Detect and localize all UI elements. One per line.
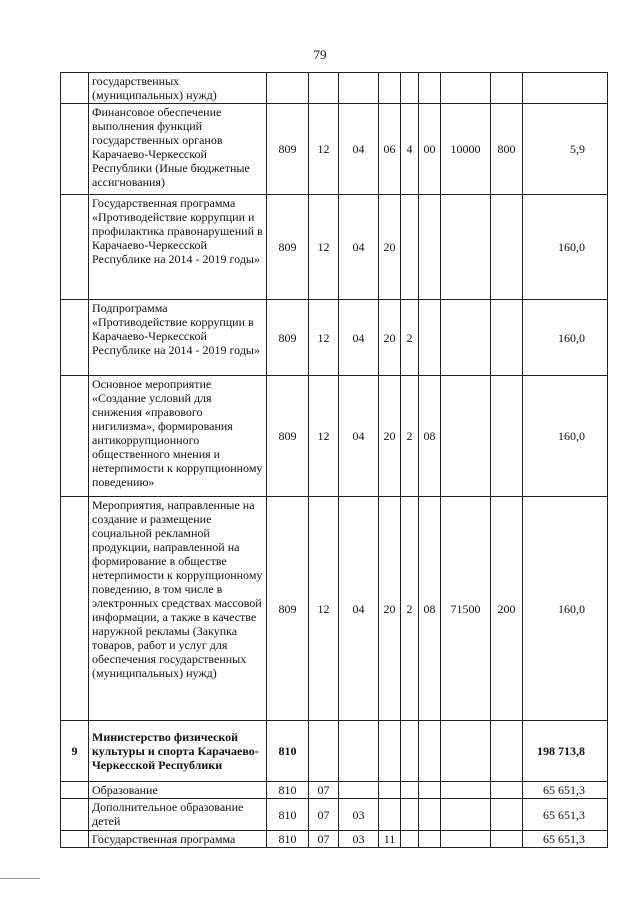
cell-pr: 04 [339, 497, 379, 721]
cell-cs4 [441, 73, 491, 104]
cell-vr [491, 831, 523, 848]
cell-cs3: 08 [419, 497, 441, 721]
cell-name: Основное мероприятие «Создание условий для снижения «правового нигилизма», формирования антикоррупционного общественного мнения и нетерпимости к коррупционному поведению» [89, 376, 267, 497]
cell-pr [339, 721, 379, 782]
cell-cs1: 06 [379, 104, 401, 195]
cell-name: Министерство физической культуры и спорта Карачаево-Черкесской Республики [89, 721, 267, 782]
cell-cs4 [441, 300, 491, 376]
cell-amount: 65 651,3 [523, 831, 608, 848]
cell-cs2 [401, 799, 419, 831]
cell-cs3: 00 [419, 104, 441, 195]
page-number: 79 [313, 47, 327, 62]
table-row [61, 831, 608, 848]
cell-cs1: 11 [379, 831, 401, 848]
cell-rz: 12 [309, 376, 339, 497]
table-row [61, 497, 608, 721]
cell-cs1 [379, 721, 401, 782]
cell-cs1: 20 [379, 376, 401, 497]
cell-cs2 [401, 195, 419, 300]
cell-num [61, 831, 89, 848]
cell-cs2 [401, 782, 419, 799]
cell-num [61, 104, 89, 195]
footer-rule [0, 878, 40, 879]
cell-vr [491, 300, 523, 376]
cell-name: Государственная программа «Противодействие коррупции и профилактика правонарушений в Карачаево-Черкесской Республике на 2014 - 2019 годы» [89, 195, 267, 300]
cell-cs1: 20 [379, 195, 401, 300]
cell-code: 810 [267, 831, 309, 848]
cell-cs4: 10000 [441, 104, 491, 195]
cell-cs1 [379, 782, 401, 799]
cell-code [267, 73, 309, 104]
cell-pr: 04 [339, 104, 379, 195]
cell-cs2: 4 [401, 104, 419, 195]
cell-vr [491, 799, 523, 831]
cell-amount: 160,0 [523, 497, 608, 721]
cell-pr: 03 [339, 831, 379, 848]
cell-vr [491, 782, 523, 799]
cell-code: 809 [267, 195, 309, 300]
cell-amount: 5,9 [523, 104, 608, 195]
cell-cs2 [401, 831, 419, 848]
cell-vr: 800 [491, 104, 523, 195]
cell-code: 809 [267, 497, 309, 721]
cell-cs1: 20 [379, 497, 401, 721]
cell-num [61, 300, 89, 376]
cell-rz: 12 [309, 497, 339, 721]
cell-name: Образование [89, 782, 267, 799]
cell-cs1 [379, 799, 401, 831]
table-row [61, 799, 608, 831]
cell-rz [309, 73, 339, 104]
cell-cs1 [379, 73, 401, 104]
cell-cs1: 20 [379, 300, 401, 376]
cell-rz: 07 [309, 831, 339, 848]
cell-cs4 [441, 195, 491, 300]
cell-pr: 04 [339, 195, 379, 300]
cell-name: Финансовое обеспечение выполнения функций государственных органов Карачаево-Черкесской Республики (Иные бюджетные ассигнования) [89, 104, 267, 195]
table-row [61, 376, 608, 497]
cell-num [61, 799, 89, 831]
cell-rz: 07 [309, 799, 339, 831]
cell-cs2 [401, 721, 419, 782]
cell-amount: 160,0 [523, 376, 608, 497]
cell-vr [491, 376, 523, 497]
cell-pr: 03 [339, 799, 379, 831]
cell-vr [491, 195, 523, 300]
table-row [61, 73, 608, 104]
cell-rz: 12 [309, 300, 339, 376]
cell-code: 810 [267, 721, 309, 782]
cell-num [61, 376, 89, 497]
cell-name: Дополнительное образование детей [89, 799, 267, 831]
cell-code: 810 [267, 799, 309, 831]
cell-cs4: 71500 [441, 497, 491, 721]
cell-cs2: 2 [401, 497, 419, 721]
cell-amount: 198 713,8 [523, 721, 608, 782]
cell-vr [491, 721, 523, 782]
cell-cs4 [441, 376, 491, 497]
table-row [61, 782, 608, 799]
cell-num: 9 [61, 721, 89, 782]
cell-rz: 12 [309, 195, 339, 300]
table-row [61, 195, 608, 300]
cell-num [61, 782, 89, 799]
cell-cs2: 2 [401, 300, 419, 376]
budget-table [60, 72, 608, 848]
cell-name: государственных (муниципальных) нужд) [89, 73, 267, 104]
cell-name: Государственная программа [89, 831, 267, 848]
cell-cs3 [419, 831, 441, 848]
cell-cs3: 08 [419, 376, 441, 497]
cell-cs2 [401, 73, 419, 104]
cell-cs3 [419, 799, 441, 831]
cell-amount [523, 73, 608, 104]
cell-cs2: 2 [401, 376, 419, 497]
cell-code: 809 [267, 104, 309, 195]
cell-pr: 04 [339, 300, 379, 376]
cell-pr [339, 782, 379, 799]
cell-cs4 [441, 721, 491, 782]
cell-cs3 [419, 721, 441, 782]
cell-pr [339, 73, 379, 104]
cell-num [61, 497, 89, 721]
cell-cs3 [419, 195, 441, 300]
cell-name: Подпрограмма «Противодействие коррупции в Карачаево-Черкесской Республике на 2014 - 2019 годы» [89, 300, 267, 376]
table-row [61, 721, 608, 782]
cell-num [61, 195, 89, 300]
table-row [61, 104, 608, 195]
cell-code: 810 [267, 782, 309, 799]
cell-vr: 200 [491, 497, 523, 721]
cell-vr [491, 73, 523, 104]
cell-code: 809 [267, 300, 309, 376]
cell-cs4 [441, 782, 491, 799]
cell-amount: 160,0 [523, 300, 608, 376]
cell-name: Мероприятия, направленные на создание и размещение социальной рекламной продукции, направленной на формирование в обществе нетерпимости к коррупционному поведению, в том числе в электронных средствах массовой информации, а также в качестве наружной рекламы (Закупка товаров, работ и услуг для обеспечения государственных (муниципальных) нужд) [89, 497, 267, 721]
cell-pr: 04 [339, 376, 379, 497]
cell-rz: 07 [309, 782, 339, 799]
cell-cs3 [419, 782, 441, 799]
cell-amount: 65 651,3 [523, 782, 608, 799]
cell-cs3 [419, 300, 441, 376]
table-row [61, 300, 608, 376]
cell-cs3 [419, 73, 441, 104]
cell-code: 809 [267, 376, 309, 497]
cell-rz: 12 [309, 104, 339, 195]
cell-num [61, 73, 89, 104]
cell-rz [309, 721, 339, 782]
cell-amount: 65 651,3 [523, 799, 608, 831]
cell-amount: 160,0 [523, 195, 608, 300]
cell-cs4 [441, 799, 491, 831]
cell-cs4 [441, 831, 491, 848]
